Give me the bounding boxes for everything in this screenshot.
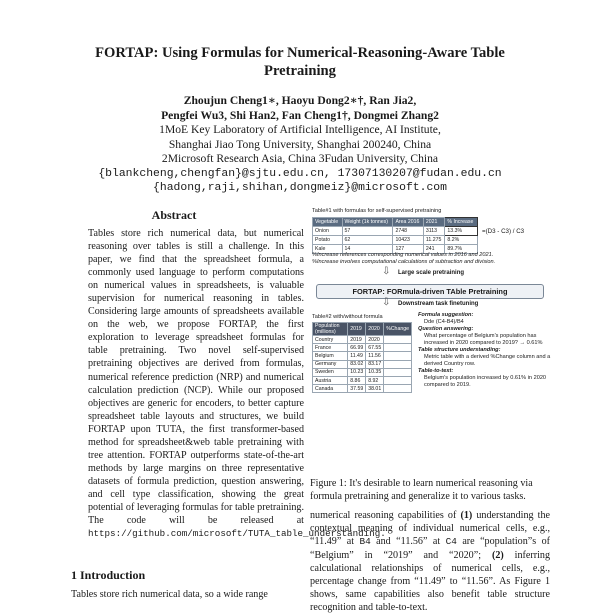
- table2-cell: 11.56: [366, 352, 384, 360]
- table2-cell: 38.01: [366, 385, 384, 393]
- table-row: [313, 385, 412, 393]
- table-row: [313, 360, 412, 368]
- figure-caption: Figure 1: It's desirable to learn numerical reasoning via formula pretraining and generalize it to various tasks.: [310, 478, 533, 502]
- qa-heading: Question answering:: [418, 326, 474, 332]
- table-row: [313, 352, 412, 360]
- cell-ref-b4: B4: [359, 536, 371, 548]
- downstream-tasks: [418, 312, 552, 389]
- table2-cell: 2019: [348, 336, 366, 344]
- tsu-text: Metric table with a derived %Change column and a derived Country row.: [424, 354, 551, 367]
- table1-cell: Kale: [313, 245, 343, 254]
- table2-header-cell: Population (millions): [313, 323, 348, 336]
- table-row: [313, 227, 478, 236]
- table2-cell: [384, 368, 412, 376]
- table-row: [313, 368, 412, 376]
- table2-cell: [384, 336, 412, 344]
- table1-cell: 241: [423, 245, 445, 254]
- abstract-text: Tables store rich numerical data, but numerical reasoning over tables is still a challenge. In this paper, we find that the spreadsheet formula, a commonly used language to perform computations on numerical values in spreadsheets, is valuable supervision for numerical reasoning in tables. Considering large amounts of spreadsheets available on the web, we propose FORTAP, the first exploration to leverage spreadsheet formulas for table pretraining. Two novel self-supervised pretraining objectives are derived from formulas, numerical reference prediction (NRP) and numerical calculation prediction (NCP). While our proposed objectives are generic for encoders, to better capture spreadsheet table layouts and structures, we build FORTAP upon TUTA, the first transformer-based method for spreadsheet&web table pretraining with tree attention. FORTAP outperforms state-of-the-art methods by large margins on three representative datasets of formula prediction, question answering, and cell type classification, showing the great potential of leveraging formulas for table pretraining. The code will be released at: [88, 228, 304, 527]
- table2-cell: 67.55: [366, 344, 384, 352]
- abstract-heading: Abstract: [151, 208, 197, 222]
- table1-header-cell: 2021: [423, 218, 445, 227]
- right-column-body: [310, 509, 550, 615]
- table2-cell: Belgium: [313, 352, 348, 360]
- table1-cell: 10423: [393, 236, 423, 245]
- table2-title: Table#2 with/without formula: [312, 314, 383, 320]
- table2-cell: [384, 376, 412, 384]
- table1-cell: 13.3%: [445, 227, 478, 236]
- table1-note-1: %Increase references corresponding numerical values in 2016 and 2021.: [312, 252, 494, 258]
- table2-cell: 8.86: [348, 376, 366, 384]
- arrow-label-finetuning: Downstream task finetuning: [398, 301, 479, 307]
- table2-cell: Sweden: [313, 368, 348, 376]
- body-text: and “11.56” at: [370, 536, 446, 548]
- arrow-label-pretraining: Large scale pretraining: [398, 270, 465, 276]
- table1-cell: 11.275: [423, 236, 445, 245]
- table2-cell: Country: [313, 336, 348, 344]
- table1-cell: Potato: [313, 236, 343, 245]
- table1-title: Table#1 with formulas for self-supervised pretraining: [312, 208, 442, 214]
- table2-cell: 10.35: [366, 368, 384, 376]
- abstract-code-link: https://github.com/microsoft/TUTA_table_understanding.: [88, 528, 386, 540]
- t2t-heading: Table-to-text:: [418, 368, 454, 374]
- qa-text: What percentage of Belgium's population has increased in 2020 compared to 2019? → 0.61%: [424, 333, 543, 346]
- authors-line-2: Pengfei Wu3, Shi Han2, Fan Cheng1†, Dongmei Zhang2: [161, 108, 439, 122]
- table2-cell: 8.92: [366, 376, 384, 384]
- table2-header-cell: %Change: [384, 323, 412, 336]
- affiliation-2: Shanghai Jiao Tong University, Shanghai 200240, China: [168, 137, 432, 151]
- model-box: FORTAP: FORmula-driven TAble Pretraining: [316, 284, 544, 299]
- table-row: [313, 236, 478, 245]
- body-text: understanding the contextual meaning of individual numerical cells, e.g., “11.49” at: [310, 510, 550, 548]
- introduction-first-line: Tables store rich numerical data, so a wide range: [71, 589, 268, 600]
- table1-cell: Onion: [313, 227, 343, 236]
- table2-cell: France: [313, 344, 348, 352]
- author-block: [60, 94, 540, 196]
- table1-cell: 89.7%: [445, 245, 478, 254]
- table1-cell: 2748: [393, 227, 423, 236]
- formula-suggestion-text: Dde (C4-B4)/B4: [424, 319, 464, 325]
- table2-cell: 10.23: [348, 368, 366, 376]
- affiliation-1: 1MoE Key Laboratory of Artificial Intelligence, AI Institute,: [159, 123, 441, 136]
- table2-cell: 11.49: [348, 352, 366, 360]
- table2-cell: 83.02: [348, 360, 366, 368]
- body-text: are “population”s of “Belgium” in “2019” and “2020”;: [310, 536, 550, 561]
- table1-cell: 3113: [423, 227, 445, 236]
- table2: [312, 322, 412, 393]
- section-heading-introduction: 1 Introduction: [71, 568, 146, 582]
- table-row: [313, 336, 412, 344]
- table1-header-cell: Area 2016: [393, 218, 423, 227]
- formula-callout: =(D3 - C3) / C3: [482, 228, 525, 235]
- table2-cell: 66.99: [348, 344, 366, 352]
- table2-cell: [384, 352, 412, 360]
- table2-cell: Germany: [313, 360, 348, 368]
- table1-cell: 8.2%: [445, 236, 478, 245]
- body-text: numerical reasoning capabilities of: [310, 510, 461, 521]
- table1-cell: 62: [342, 236, 393, 245]
- body-marker-2: (2): [491, 549, 504, 561]
- table2-cell: 37.59: [348, 385, 366, 393]
- table2-cell: Canada: [313, 385, 348, 393]
- table1-cell: 57: [342, 227, 393, 236]
- table2-header-cell: 2019: [348, 323, 366, 336]
- arrow-down-icon: ⇩: [382, 266, 391, 277]
- table2-cell: Austria: [313, 376, 348, 384]
- table1-header-cell: Weight (1k tonnes): [342, 218, 393, 227]
- cell-ref-c4: C4: [445, 536, 457, 548]
- table1-header-cell: Vegetable: [313, 218, 343, 227]
- affiliation-3: 2Microsoft Research Asia, China 3Fudan University, China: [161, 152, 439, 165]
- paper-title: FORTAP: Using Formulas for Numerical-Reasoning-Aware Table Pretraining: [95, 45, 505, 79]
- figure-1: [312, 208, 552, 470]
- table2-cell: [384, 360, 412, 368]
- table2-header-row: [313, 323, 412, 336]
- formula-suggestion-heading: Formula suggestion:: [418, 312, 474, 318]
- tsu-heading: Table structure understanding:: [418, 347, 501, 353]
- table2-cell: 2020: [366, 336, 384, 344]
- body-marker-1: (1): [460, 510, 473, 521]
- body-text: inferring calculational relationships of numerical cells, e.g., percentage change from “11.49” to “11.56”. As Figure 1 shows, same capabilities also benefit table structure recognition and table-to-text.: [310, 549, 550, 614]
- table2-cell: [384, 344, 412, 352]
- table2-header-cell: 2020: [366, 323, 384, 336]
- table1-note-2: %Increase involves computational calculations of subtraction and division.: [312, 259, 496, 265]
- table2-cell: 83.17: [366, 360, 384, 368]
- arrow-down-icon: ⇩: [382, 297, 391, 308]
- table2-cell: [384, 385, 412, 393]
- table1-header-cell: % Increase: [445, 218, 478, 227]
- email-line-1: {blankcheng,chengfan}@sjtu.edu.cn, 17307130207@fudan.edu.cn: [98, 167, 502, 180]
- table1-cell: 14: [342, 245, 393, 254]
- t2t-text: Belgium's population increased by 0.61% in 2020 compared to 2019.: [424, 375, 547, 388]
- table-row: [313, 344, 412, 352]
- table1-header-row: [313, 218, 478, 227]
- table1: [312, 217, 478, 254]
- email-line-2: {hadong,raji,shihan,dongmeiz}@microsoft.com: [153, 182, 447, 194]
- table1-cell: 127: [393, 245, 423, 254]
- authors-line-1: Zhoujun Cheng1∗, Haoyu Dong2∗†, Ran Jia2,: [183, 94, 417, 107]
- table-row: [313, 376, 412, 384]
